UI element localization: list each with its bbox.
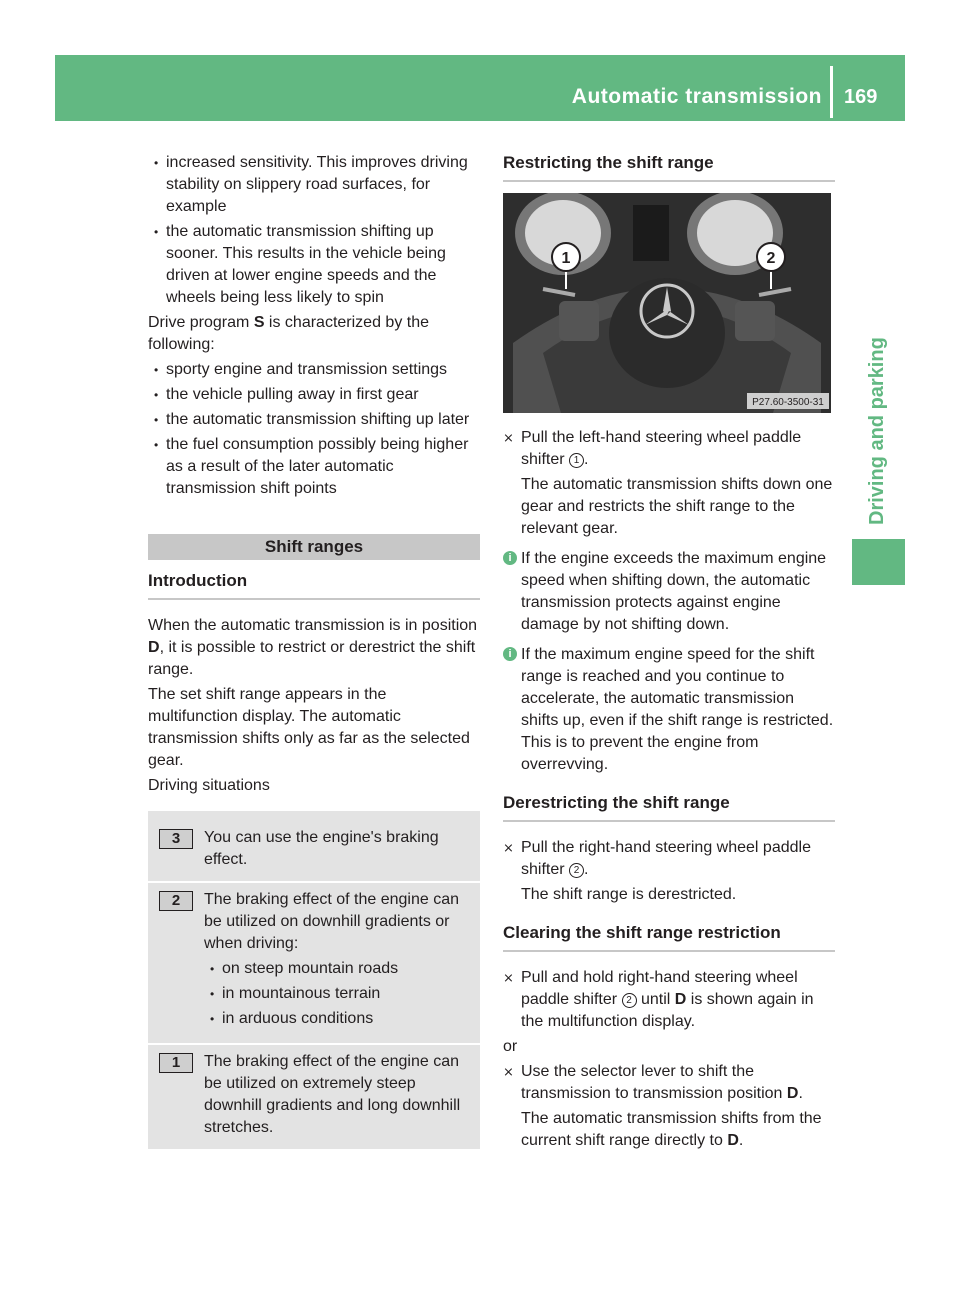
derestrict-heading: Derestricting the shift range (503, 792, 835, 822)
list-item: • in mountainous terrain (204, 983, 474, 1005)
info-icon: i (503, 647, 517, 661)
info-icon: i (503, 551, 517, 565)
table-cell: You can use the engine's braking effect. (204, 829, 439, 868)
table-row (148, 881, 480, 1043)
driving-situations-table (148, 811, 480, 1149)
side-tab-label: Driving and parking (866, 337, 888, 525)
info-note: i If the engine exceeds the maximum engine speed when shifting down, the automatic transmission protects against engine damage by not shifting down. (503, 548, 835, 636)
page-title: Automatic transmission (571, 85, 822, 108)
instruction-step: ⨯ Pull the left-hand steering wheel paddle shifter 1 . (503, 427, 835, 471)
program-s-intro: Drive program S is characterized by the following: (148, 314, 430, 353)
gear-key-icon: 1 (159, 1053, 193, 1073)
table-row (148, 811, 480, 881)
gear-key-icon: 3 (159, 829, 193, 849)
list-item: • on steep mountain roads (204, 958, 474, 980)
intro-paragraph: When the automatic transmission is in position D, it is possible to restrict or derestrict the shift range. (148, 617, 478, 678)
list-item: • in arduous conditions (204, 1008, 474, 1030)
steering-wheel-image (503, 193, 831, 413)
steering-wheel-illustration (503, 193, 831, 413)
page-number: 169 (844, 86, 878, 108)
list-item: • the automatic transmission shifting up sooner. This results in the vehicle being driven at lower engine speeds and the wheels being less likely to spin (148, 221, 480, 309)
side-tab-marker (852, 539, 905, 585)
or-text: or (503, 1038, 518, 1055)
step-result: The automatic transmission shifts from the current shift range directly to D. (521, 1110, 822, 1149)
intro-paragraph: Driving situations (148, 777, 270, 794)
list-item: • sporty engine and transmission settings (148, 359, 480, 381)
right-column (503, 152, 835, 1155)
list-item: • the automatic transmission shifting up later (148, 409, 480, 431)
section-title: Shift ranges (148, 534, 480, 560)
left-column (148, 152, 480, 1149)
image-code: P27.60-3500-31 (752, 397, 824, 408)
callout-1-label: 1 (561, 250, 571, 267)
table-cell: The braking effect of the engine can be utilized on downhill gradients or when driving: (204, 891, 459, 952)
header-divider (830, 66, 833, 118)
info-note: i If the maximum engine speed for the shift range is reached and you continue to accelerate, the automatic transmission shifts up, even if the shift range is restricted. This is to prevent the engine from overrevving. (503, 644, 835, 776)
step-result: The shift range is derestricted. (521, 886, 737, 903)
intro-paragraph: The set shift range appears in the multifunction display. The automatic transmission shifts only as far as the selected gear. (148, 686, 470, 769)
list-item: • increased sensitivity. This improves driving stability on slippery road surfaces, for example (148, 152, 480, 218)
list-item: • the vehicle pulling away in first gear (148, 384, 480, 406)
table-row (148, 1043, 480, 1149)
list-item: • the fuel consumption possibly being higher as a result of the later automatic transmission shift points (148, 434, 480, 500)
instruction-step: ⨯ Pull and hold right-hand steering wheel paddle shifter 2 until D is shown again in the multifunction display. (503, 967, 835, 1033)
table-cell: The braking effect of the engine can be utilized on extremely steep downhill gradients and long downhill stretches. (204, 1053, 461, 1136)
gear-key-icon: 2 (159, 891, 193, 911)
restrict-heading: Restricting the shift range (503, 152, 835, 182)
callout-1-icon: 1 (569, 453, 584, 468)
callout-2-label: 2 (766, 250, 776, 267)
clear-heading: Clearing the shift range restriction (503, 922, 835, 952)
intro-heading: Introduction (148, 570, 480, 600)
callout-2-icon: 2 (622, 993, 637, 1008)
callout-2-icon: 2 (569, 863, 584, 878)
instruction-step: ⨯ Pull the right-hand steering wheel paddle shifter 2 . (503, 837, 835, 881)
instruction-step: ⨯ Use the selector lever to shift the transmission to transmission position D. (503, 1061, 835, 1105)
step-result: The automatic transmission shifts down one gear and restricts the shift range to the relevant gear. (521, 476, 833, 537)
